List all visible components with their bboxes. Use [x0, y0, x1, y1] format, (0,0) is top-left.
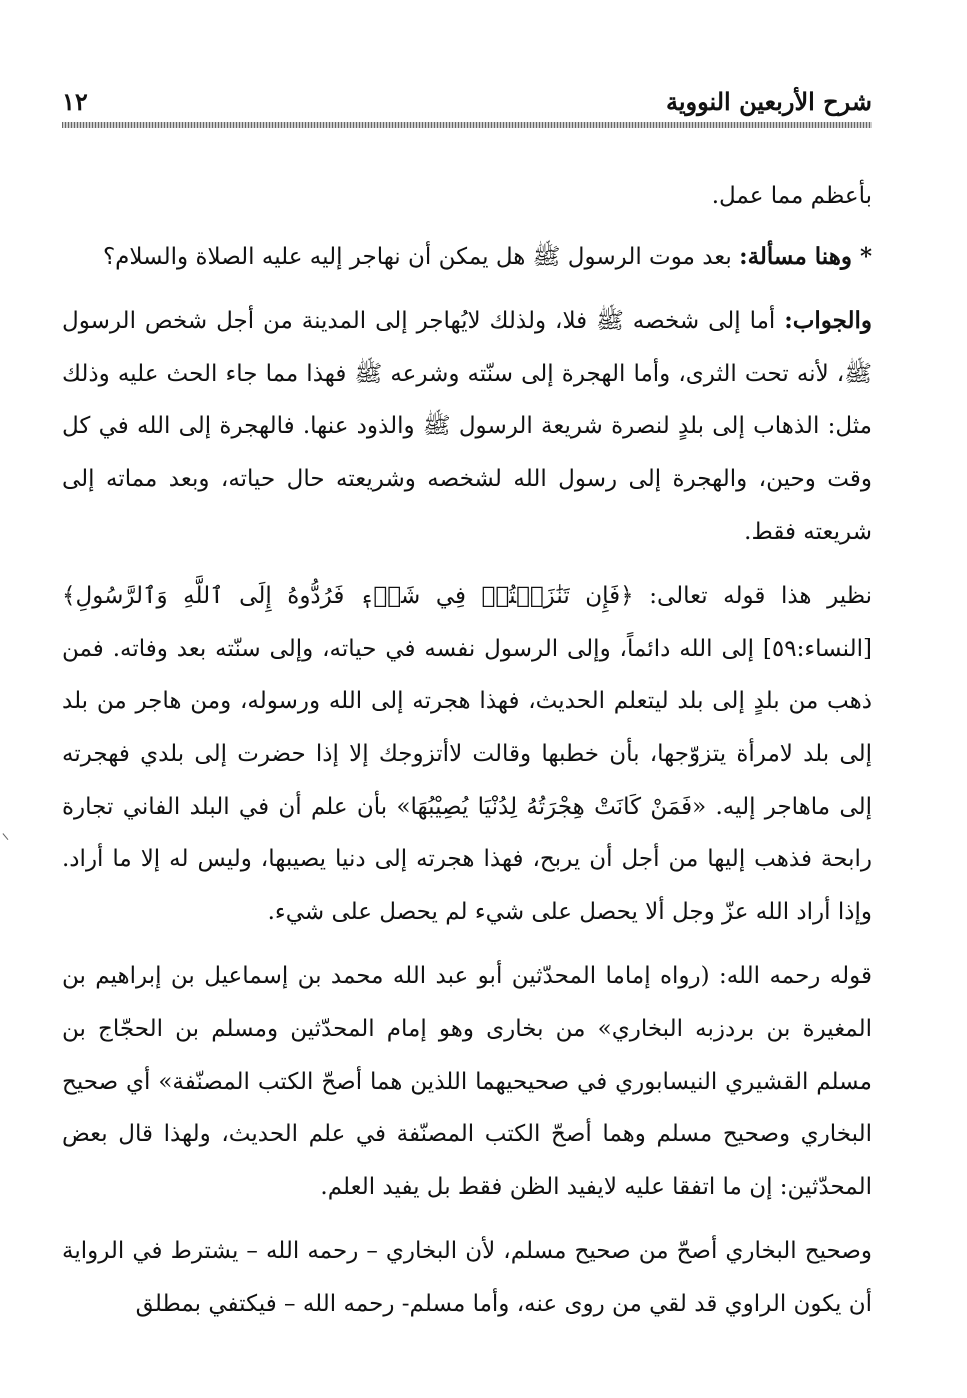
paragraph-2-lead: * وهنا مسألة: — [739, 242, 872, 270]
paragraph-2-text: بعد موت الرسول ﷺ هل يمكن أن نهاجر إليه عليه الصلاة والسلام؟ — [102, 243, 740, 270]
paragraph-1 — [62, 170, 872, 223]
paragraph-5 — [62, 950, 872, 1213]
header-rule — [62, 122, 872, 128]
paragraph-3-text: أما إلى شخصه ﷺ فلا، ولذلك لايُهاجر إلى المدينة من أجل شخص الرسول ﷺ، لأنه تحت الثرى، وأما الهجرة إلى سنّته وشرعه ﷺ فهذا مما جاء الحث عليه وذلك مثل: الذهاب إلى بلدٍ لنصرة شريعة الرسول ﷺ والذود عنها. فالهجرة إلى الله في كل وقت وحين، والهجرة إلى رسول الله لشخصه وشريعته حال حياته، وبعد مماته إلى شريعته فقط. — [62, 308, 872, 545]
paragraph-4 — [62, 570, 872, 938]
paragraph-5-text: قوله رحمه الله: (رواه إماما المحدّثين أبو عبد الله محمد بن إسماعيل بن إبراهيم بن المغيرة بن بردزبه البخاري» من بخارى وهو إمام المحدّثين ومسلم بن الحجّاج بن مسلم القشيري النيسابوري في صحيحيهما اللذين هما أصحّ الكتب المصنّفة» أي صحيح البخاري وصحيح مسلم وهما أصحّ الكتب المصنّفة في علم الحديث، ولهذا قال بعض المحدّثين: إن ما اتفقا عليه لايفيد الظن فقط بل يفيد العلم. — [62, 963, 872, 1200]
paragraph-6 — [62, 1225, 872, 1330]
paragraph-3 — [62, 295, 872, 558]
paragraph-1-text: بأعظم مما عمل. — [711, 183, 872, 209]
paragraph-6-text: وصحيح البخاري أصحّ من صحيح مسلم، لأن البخاري – رحمه الله – يشترط في الرواية أن يكون الراوي قد لقي من روى عنه، وأما مسلم- رحمه الله – فيكتفي بمطلق — [62, 1238, 872, 1317]
page-body — [62, 170, 872, 1342]
page-header — [62, 86, 872, 116]
paragraph-4-text: نظير هذا قوله تعالى: ﴿فَإِن تَنَٰزَعۡتُمۡ فِي شَيۡءٖ فَرُدُّوهُ إِلَى ٱللَّهِ وَٱلرَّسُولِ﴾ [النساء:٥٩] إلى الله دائماً، وإلى الرسول نفسه في حياته، وإلى سنّته بعد وفاته. فمن ذهب من بلدٍ إلى بلد ليتعلم الحديث، فهذا هجرته إلى الله ورسوله، ومن هاجر من بلد إلى بلد لامرأة يتزوّجها، بأن خطبها وقالت لاأتزوجك إلا إذا حضرت إلى بلدي فهجرته إلى ماهاجر إليه. «فَمَنْ كَانَتْ هِجْرَتُهُ لِدُنْيَا يُصِيْبُهَا» بأن علم أن في البلد الفاني تجارة رابحة فذهب إليها من أجل أن يربح، فهذا هجرته إلى دنيا يصيبها، وليس له إلا ما أراد. وإذا أراد الله عزّ وجل ألا يحصل على شيء لم يحصل على شيء. — [62, 583, 872, 925]
page-number: ١٢ — [62, 86, 88, 116]
margin-mark — [2, 828, 14, 840]
paragraph-3-lead: والجواب: — [784, 307, 872, 335]
book-title: شرح الأربعين النووية — [665, 86, 872, 116]
paragraph-2 — [62, 231, 872, 284]
